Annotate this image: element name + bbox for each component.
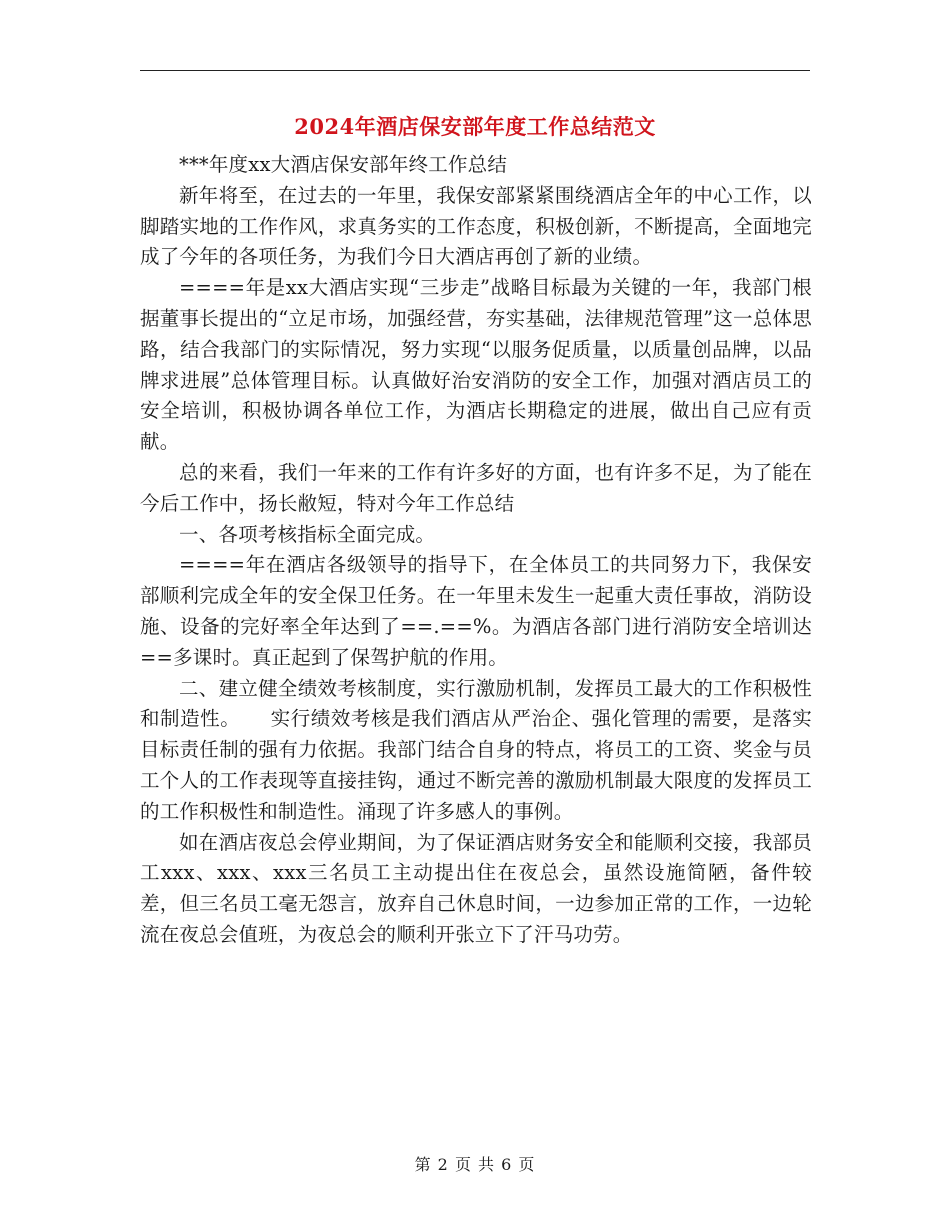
header-rule (140, 70, 810, 71)
paragraph-intro: 新年将至，在过去的一年里，我保安部紧紧围绕酒店全年的中心工作，以脚踏实地的工作作风，求真务实的工作态度，积极创新，不断提高，全面地完成了今年的各项任务，为我们今日大酒店再创了新的业绩。 (140, 183, 812, 269)
document-body (140, 150, 812, 951)
paragraph-subtitle: ***年度xx大酒店保安部年终工作总结 (179, 153, 508, 176)
page-footer: 第 2 页 共 6 页 (414, 1155, 536, 1174)
section-heading-1: 一、各项考核指标全面完成。 (179, 522, 436, 546)
paragraph-section-1: ====年在酒店各级领导的指导下，在全体员工的共同努力下，我保安部顺利完成全年的安全保卫任务。在一年里未发生一起重大责任事故，消防设施、设备的完好率全年达到了==.==%。为酒店各部门进行消防安全培训达==多课时。真正起到了保驾护航的作用。 (140, 553, 812, 669)
paragraph-strategy: ====年是xx大酒店实现“三步走”战略目标最为关键的一年，我部门根据董事长提出的“立足市场，加强经营，夯实基础，法律规范管理”这一总体思路，结合我部门的实际情况，努力实现“以服务促质量，以质量创品牌，以品牌求进展”总体管理目标。认真做好治安消防的安全工作，加强对酒店员工的安全培训，积极协调各单位工作，为酒店长期稳定的进展，做出自己应有贡献。 (140, 276, 812, 454)
paragraph-example: 如在酒店夜总会停业期间，为了保证酒店财务安全和能顺利交接，我部员工xxx、xxx、xxx三名员工主动提出住在夜总会，虽然设施简陋，备件较差，但三名员工毫无怨言，放弃自己休息时间，一边参加正常的工作，一边轮流在夜总会值班，为夜总会的顺利开张立下了汗马功劳。 (140, 830, 812, 946)
paragraph-overview: 总的来看，我们一年来的工作有许多好的方面，也有许多不足，为了能在今后工作中，扬长敝短，特对今年工作总结 (140, 460, 812, 515)
section-heading-2: 二、建立健全绩效考核制度，实行激励机制，发挥员工最大的工作积极性和制造性。 实行绩效考核是我们酒店从严治企、强化管理的需要，是落实目标责任制的强有力依据。我部门结合自身的特点，将员工的工资、奖金与员工个人的工作表现等直接挂钩，通过不断完善的激励机制最大限度的发挥员工的工作积极性和制造性。涌现了许多感人的事例。 (140, 676, 812, 823)
document-title: 2024年酒店保安部年度工作总结范文 (294, 114, 656, 139)
